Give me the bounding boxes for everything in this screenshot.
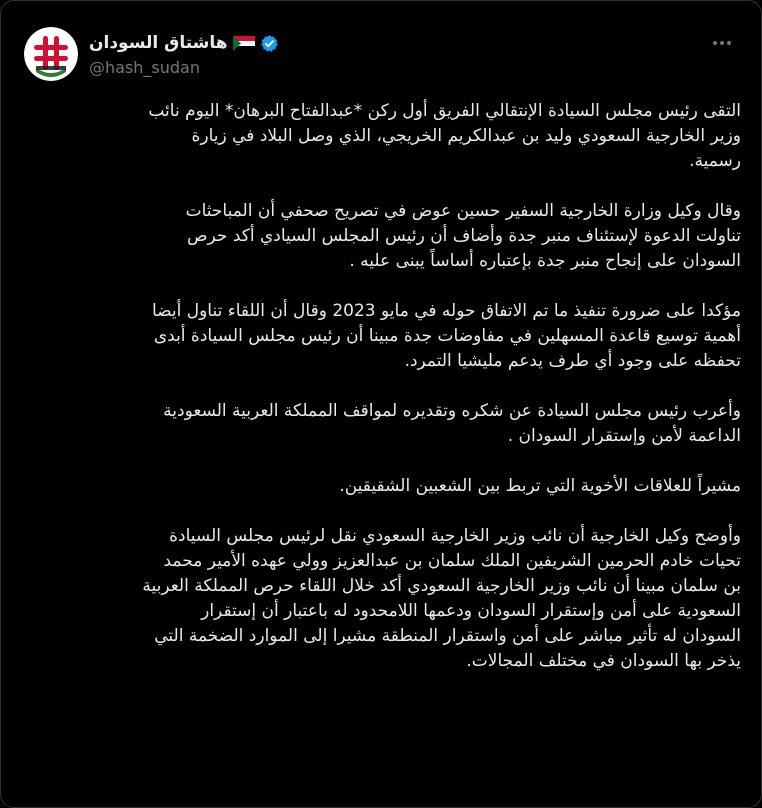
tweet-text	[23, 99, 741, 674]
tweet-paragraph: التقى رئيس مجلس السيادة الإنتقالي الفريق أول ركن *عبدالفتاح البرهان* اليوم نائب وزير الخارجية السعودي وليد بن عبدالكريم الخريجي، الذي وصل البلاد في زيارة رسمية.	[148, 101, 741, 171]
avatar[interactable]	[24, 27, 78, 81]
more-horizontal-icon	[713, 41, 717, 45]
name-row	[89, 31, 389, 55]
tweet-paragraph: وقال وكيل وزارة الخارجية السفير حسين عوض في تصريح صحفي أن المباحثات تناولت الدعوة لإستئناف منبر جدة وأضاف أن رئيس المجلس السيادي أكد حرص السودان على إنجاح منبر جدة بإعتباره أساساً يبنى عليه .	[185, 201, 741, 271]
verified-badge-icon	[260, 34, 279, 53]
more-options-button[interactable]	[705, 29, 739, 57]
tweet-paragraph: وأعرب رئيس مجلس السيادة عن شكره وتقديره لمواقف المملكة العربية السعودية الداعمة لأمن وإستقرار السودان .	[163, 401, 741, 446]
display-name[interactable]: هاشتاق السودان	[89, 33, 228, 53]
more-horizontal-icon-dot	[720, 41, 724, 45]
handle[interactable]: @hash_sudan	[89, 58, 200, 77]
tweet-paragraph: مؤكدا على ضرورة تنفيذ ما تم الاتفاق حوله في مايو 2023 وقال أن اللقاء تناول أيضا أهمية توسيع قاعدة المسهلين في مفاوضات جدة مبينا أن رئيس مجلس السيادة أبدى تحفظه على وجود أي طرف يدعم مليشيا التمرد.	[151, 301, 741, 371]
hashtag-logo-icon	[24, 27, 78, 81]
tweet-paragraph: وأوضح وكيل الخارجية أن نائب وزير الخارجية السعودي نقل لرئيس مجلس السيادة تحيات خادم الحرمين الشريفين الملك سلمان بن عبدالعزيز وولي عهده الأمير محمد بن سلمان مبينا أن نائب وزير الخارجية السعودي أكد خلال اللقاء حرص المملكة العربية السعودية على أمن وإستقرار السودان ودعمها اللامحدود له باعتبار أن إستقرار السودان له تأثير مباشر على أمن واستقرار المنطقة مشيرا إلى الموارد الضخمة التي يذخر بها السودان في مختلف المجالات.	[142, 526, 741, 671]
tweet-paragraph: مشيراً للعلاقات الأخوية التي تربط بين الشعبين الشقيقين.	[339, 476, 741, 496]
more-horizontal-icon-dot	[727, 41, 731, 45]
sudan-flag-icon	[233, 36, 255, 51]
tweet-header	[89, 31, 389, 79]
